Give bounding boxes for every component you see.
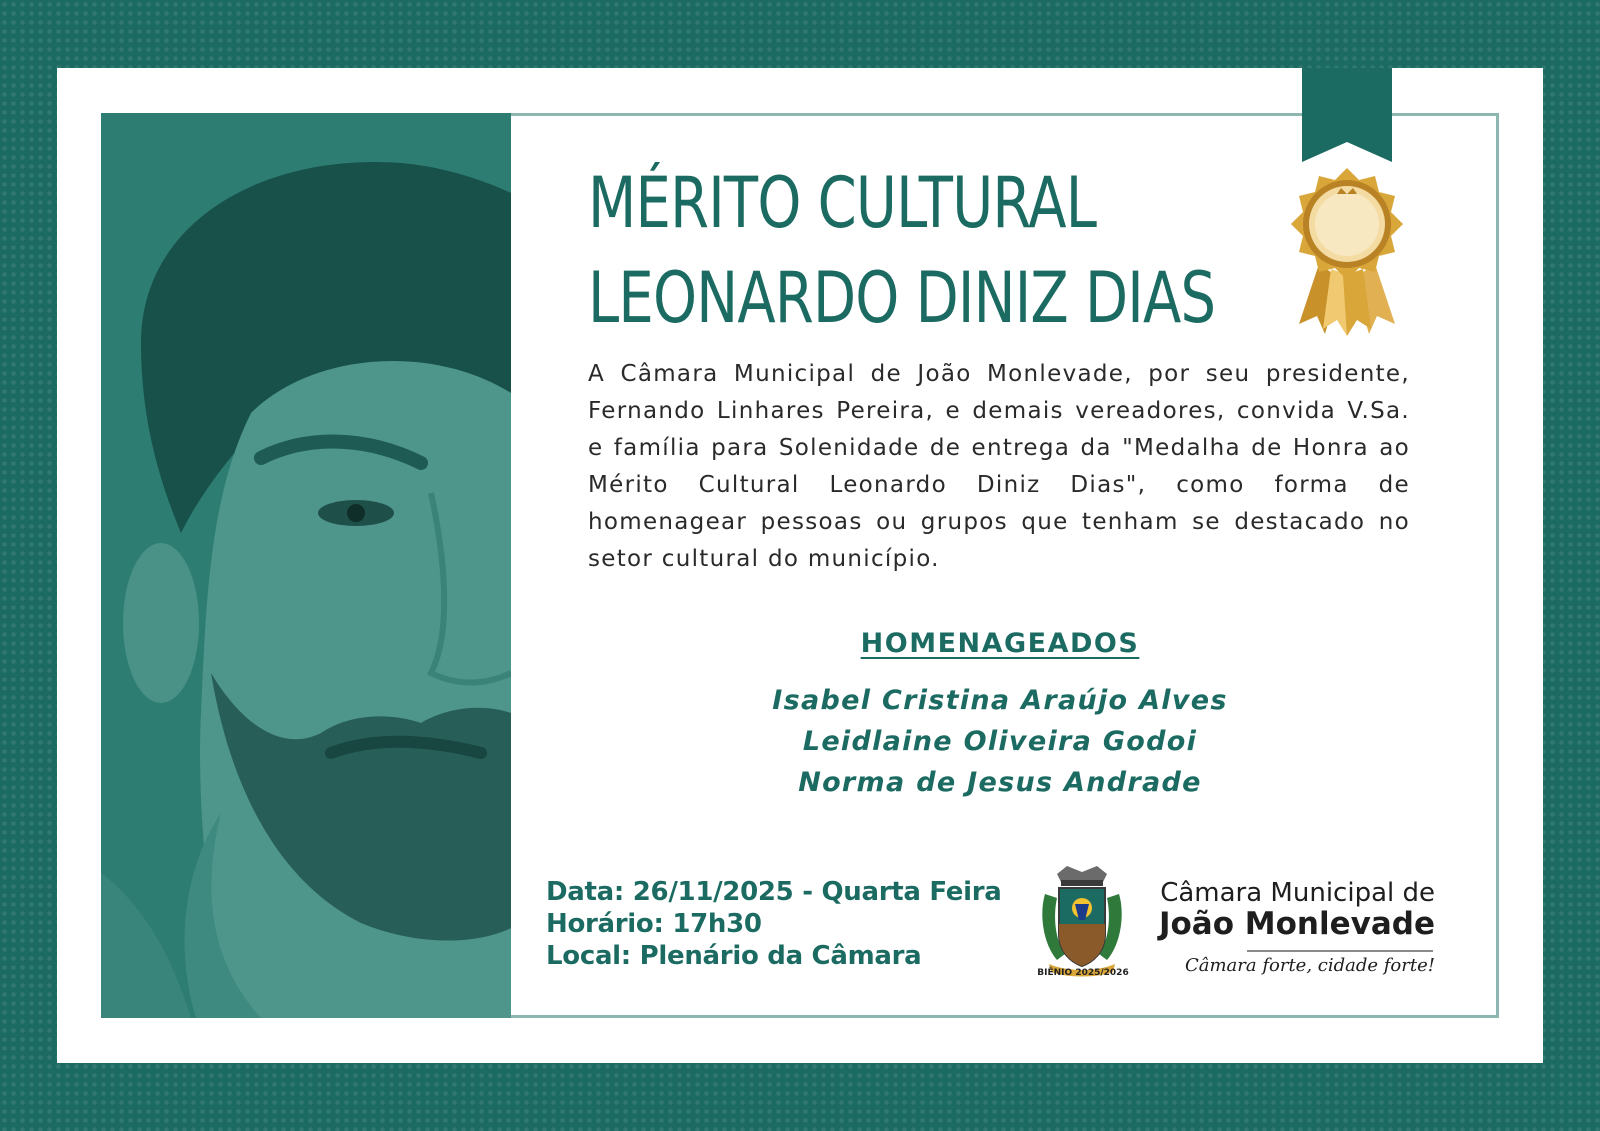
honoree-name: Leidlaine Oliveira Godoi <box>802 726 1198 757</box>
biennium-label: BIÊNIO 2025/2026 <box>1037 968 1129 978</box>
portrait-illustration <box>101 113 511 1018</box>
honoree-name: Isabel Cristina Araújo Alves <box>772 685 1228 716</box>
honoree-portrait <box>101 113 511 1018</box>
honoree-name: Norma de Jesus Andrade <box>798 767 1202 798</box>
invitation-card <box>57 68 1543 1063</box>
event-details <box>546 876 1016 972</box>
gold-medal-rosette-icon <box>1279 164 1415 339</box>
chamber-name-line1: Câmara Municipal de <box>1160 878 1435 908</box>
event-time: Horário: 17h30 <box>546 909 762 939</box>
logo-divider <box>1247 950 1433 952</box>
event-title <box>588 156 1216 346</box>
chamber-slogan: Câmara forte, cidade forte! <box>1184 955 1435 976</box>
municipal-coat-of-arms-icon <box>1037 864 1127 984</box>
honorees-heading: HOMENAGEADOS <box>860 628 1140 659</box>
event-title-line2: LEONARDO DINIZ DIAS <box>588 257 1216 339</box>
invitation-body-text: A Câmara Municipal de João Monlevade, por seu presidente, Fernando Linhares Pereira, e demais vereadores, convida V.Sa. e família para Solenidade de entrega da "Medalha de Honra ao Mérito Cultural Leonardo Diniz Dias", como forma de homenagear pessoas ou grupos que tenham se destacado no setor cultural do município. <box>588 361 1410 572</box>
event-location: Local: Plenário da Câmara <box>546 941 922 971</box>
event-date: Data: 26/11/2025 - Quarta Feira <box>546 877 1002 907</box>
honorees-list <box>640 680 1360 803</box>
ribbon-bookmark-icon <box>1302 68 1392 162</box>
chamber-name-line2: João Monlevade <box>1158 906 1435 942</box>
event-title-line1: MÉRITO CULTURAL <box>588 162 1097 244</box>
